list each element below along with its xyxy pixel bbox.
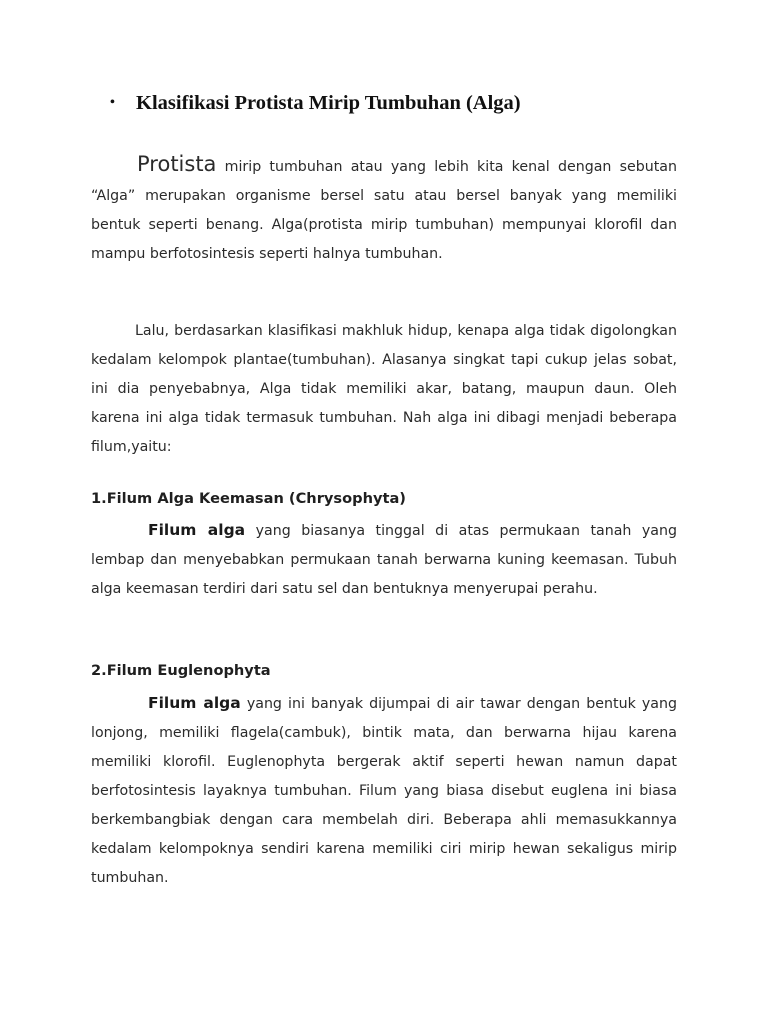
- document-heading: [110, 92, 521, 115]
- section-1-paragraph: [91, 516, 677, 604]
- section-1-title: 1.Filum Alga Keemasan (Chrysophyta): [91, 490, 406, 507]
- section-2-paragraph: [91, 689, 677, 893]
- section-2-lead-word: Filum alga: [148, 694, 241, 712]
- section-1-text: yang biasanya tinggal di atas permukaan tanah yang lembap dan menyebabkan permukaan tanah berwarna kuning keemasan. Tubuh alga keemasan terdiri dari satu sel dan bentuknya menyerupai perahu.: [91, 523, 677, 597]
- intro-paragraph: [91, 150, 677, 269]
- section-2-title: 2.Filum Euglenophyta: [91, 662, 271, 679]
- paragraph-2: Lalu, berdasarkan klasifikasi makhluk hidup, kenapa alga tidak digolongkan kedalam kelompok plantae(tumbuhan). Alasanya singkat tapi cukup jelas sobat, ini dia penyebabnya, Alga tidak memiliki akar, batang, maupun daun. Oleh karena ini alga tidak termasuk tumbuhan. Nah alga ini dibagi menjadi beberapa filum,yaitu:: [91, 323, 677, 455]
- bullet-icon: •: [110, 95, 115, 110]
- intro-text: mirip tumbuhan atau yang lebih kita kenal dengan sebutan “Alga” merupakan organisme bersel satu atau bersel banyak yang memiliki bentuk seperti benang. Alga(protista mirip tumbuhan) mempunyai klorofil dan mampu berfotosintesis seperti halnya tumbuhan.: [91, 159, 677, 262]
- heading-title: Klasifikasi Protista Mirip Tumbuhan (Alga): [136, 92, 521, 114]
- intro-lead-word: Protista: [137, 152, 217, 176]
- section-1-lead-word: Filum alga: [148, 521, 246, 539]
- section-2-text: yang ini banyak dijumpai di air tawar dengan bentuk yang lonjong, memiliki flagela(cambuk), bintik mata, dan berwarna hijau karena memiliki klorofil. Euglenophyta bergerak aktif seperti hewan namun dapat berfotosintesis layaknya tumbuhan. Filum yang biasa disebut euglena ini biasa berkembangbiak dengan cara membelah diri. Beberapa ahli memasukkannya kedalam kelompoknya sendiri karena memiliki ciri mirip hewan sekaligus mirip tumbuhan.: [91, 696, 677, 886]
